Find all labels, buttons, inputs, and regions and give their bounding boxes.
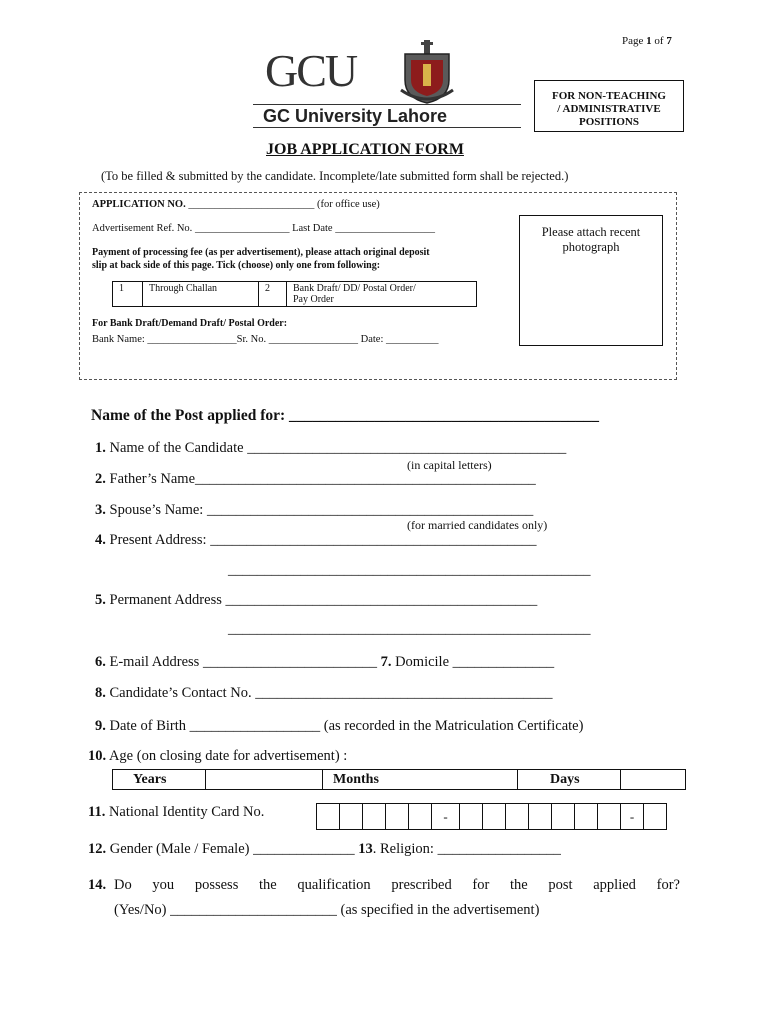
qual-word: possess xyxy=(194,877,239,893)
bank-heading: For Bank Draft/Demand Draft/ Postal Order: xyxy=(92,318,288,329)
application-no-note: (for office use) xyxy=(316,199,380,210)
qual-word: Do xyxy=(114,877,132,893)
email-label: E-mail Address xyxy=(109,654,200,670)
university-logo xyxy=(253,40,521,130)
cnic-digit-box[interactable] xyxy=(506,804,529,830)
field-number: 8. xyxy=(95,685,106,701)
present-address-row xyxy=(95,532,536,549)
qualification-answer-row xyxy=(114,902,539,919)
cnic-digit-box[interactable] xyxy=(363,804,386,830)
option-number[interactable]: 2 xyxy=(259,282,287,307)
spouse-name-row xyxy=(95,502,533,519)
field-number: 5. xyxy=(95,592,106,608)
ad-ref-input[interactable]: __________________ xyxy=(194,223,290,234)
qual-word: you xyxy=(152,877,175,893)
candidate-name-label: Name of the Candidate xyxy=(109,440,244,456)
bank-name-label: Bank Name: xyxy=(92,334,145,345)
qual-word: applied xyxy=(593,877,636,893)
option-number[interactable]: 1 xyxy=(113,282,143,307)
field-number: 11. xyxy=(88,804,106,820)
permanent-address-input-2[interactable]: __________________________________________________ xyxy=(228,621,591,637)
permanent-address-label: Permanent Address xyxy=(109,592,222,608)
age-months-cell[interactable] xyxy=(427,770,518,790)
cnic-label: National Identity Card No. xyxy=(108,804,265,820)
qual-word: for xyxy=(472,877,490,893)
photograph-text: photograph xyxy=(562,240,620,254)
field-number: 10. xyxy=(88,748,107,764)
payment-instruction-1: Payment of processing fee (as per advertisement), please attach original deposit xyxy=(92,247,430,258)
application-no-row xyxy=(92,199,380,210)
field-number: 14. xyxy=(88,877,107,893)
application-no-label: APPLICATION NO. xyxy=(92,199,186,210)
position-type-line: FOR NON-TEACHING xyxy=(552,90,666,102)
candidate-name-row xyxy=(95,440,566,457)
cnic-digit-box[interactable] xyxy=(575,804,598,830)
qual-note: (as specified in the advertisement) xyxy=(340,902,540,918)
crest-icon xyxy=(397,40,457,104)
cnic-separator: - xyxy=(621,804,644,830)
option-bank-draft xyxy=(287,282,477,307)
position-type-line: / ADMINISTRATIVE xyxy=(557,103,661,115)
email-input[interactable]: ________________________ xyxy=(202,654,377,670)
age-years-header: Years xyxy=(113,770,206,790)
qualification-question xyxy=(114,877,680,894)
logo-university-name: GC University Lahore xyxy=(263,106,448,126)
email-domicile-row xyxy=(95,654,554,671)
cnic-digit-box[interactable] xyxy=(529,804,552,830)
payment-instruction-2: slip at back side of this page. Tick (choose) only one from following: xyxy=(92,260,381,271)
gender-input[interactable]: ______________ xyxy=(253,841,355,857)
cnic-digit-box[interactable] xyxy=(598,804,621,830)
age-row xyxy=(88,748,347,765)
present-address-input-2[interactable]: __________________________________________________ xyxy=(228,562,591,578)
page-number xyxy=(622,35,672,47)
page-label: Page xyxy=(622,35,644,47)
age-days-header: Days xyxy=(518,770,621,790)
cnic-row xyxy=(88,804,264,821)
present-address-label: Present Address: xyxy=(109,532,207,548)
logo-mark: GCU xyxy=(265,45,357,96)
qual-yesno-label: (Yes/No) xyxy=(114,902,167,918)
date-label: Date: xyxy=(360,334,384,345)
sr-no-input[interactable]: _________________ xyxy=(268,334,358,345)
post-row xyxy=(91,407,599,425)
qual-word: post xyxy=(548,877,573,893)
page-current: 1 xyxy=(646,35,652,47)
last-date-input[interactable]: ___________________ xyxy=(335,223,435,234)
religion-input[interactable]: _________________ xyxy=(437,841,561,857)
dob-label: Date of Birth xyxy=(109,718,187,734)
last-date-label: Last Date xyxy=(292,223,333,234)
cnic-digit-box[interactable] xyxy=(409,804,432,830)
form-title: JOB APPLICATION FORM xyxy=(266,141,464,158)
page-total: 7 xyxy=(666,35,672,47)
present-address-input[interactable]: _____________________________________________ xyxy=(210,532,537,548)
ad-ref-row xyxy=(92,223,435,234)
date-input[interactable]: __________ xyxy=(386,334,439,345)
gender-religion-row xyxy=(88,841,561,858)
age-table xyxy=(112,769,686,790)
ad-ref-label: Advertisement Ref. No. xyxy=(92,223,193,234)
father-name-input[interactable]: _______________________________________________ xyxy=(195,471,536,487)
bank-row xyxy=(92,334,439,345)
field-number: 4. xyxy=(95,532,106,548)
contact-label: Candidate’s Contact No. xyxy=(109,685,252,701)
dob-note: (as recorded in the Matriculation Certificate) xyxy=(323,718,584,734)
father-name-label: Father’s Name xyxy=(109,471,195,487)
position-type-line: POSITIONS xyxy=(579,116,639,128)
cnic-digit-box[interactable] xyxy=(317,804,340,830)
field-number: 2. xyxy=(95,471,106,487)
candidate-name-input[interactable]: ____________________________________________ xyxy=(247,440,567,456)
option-bank-draft-line: Bank Draft/ DD/ Postal Order/ xyxy=(293,283,416,294)
permanent-address-row xyxy=(95,592,537,609)
qual-yesno-input[interactable]: _______________________ xyxy=(170,902,337,918)
option-bank-draft-line: Pay Order xyxy=(293,294,334,305)
domicile-input[interactable]: ______________ xyxy=(452,654,555,670)
contact-row xyxy=(95,685,553,702)
qual-word: qualification xyxy=(297,877,371,893)
permanent-address-input[interactable]: ___________________________________________ xyxy=(225,592,538,608)
qual-word: the xyxy=(259,877,277,893)
payment-options-table xyxy=(112,281,477,307)
qual-word: prescribed xyxy=(391,877,452,893)
candidate-name-note: (in capital letters) xyxy=(407,458,492,472)
cnic-separator: - xyxy=(432,804,460,830)
field-number: 13 xyxy=(358,841,373,857)
post-input[interactable]: ________________________________________ xyxy=(289,407,600,424)
option-challan: Through Challan xyxy=(143,282,259,307)
cnic-digit-box[interactable] xyxy=(386,804,409,830)
position-type-box xyxy=(534,80,684,132)
dob-input[interactable]: __________________ xyxy=(189,718,321,734)
sr-no-label: Sr. No. xyxy=(236,334,267,345)
form-instruction: (To be filled & submitted by the candidate. Incomplete/late submitted form shall be rejected.) xyxy=(101,169,569,183)
cnic-digit-box[interactable] xyxy=(340,804,363,830)
age-label: Age (on closing date for advertisement) : xyxy=(108,748,348,764)
spouse-name-input[interactable]: _____________________________________________ xyxy=(206,502,534,518)
page-of: of xyxy=(654,35,664,47)
dob-row xyxy=(95,718,583,735)
contact-input[interactable]: _________________________________________ xyxy=(255,685,553,701)
field-number: 3. xyxy=(95,502,106,518)
age-years-cell[interactable] xyxy=(206,770,323,790)
spouse-name-note: (for married candidates only) xyxy=(407,518,548,532)
application-no-input[interactable]: ________________________ xyxy=(188,199,315,210)
field-number: 9. xyxy=(95,718,106,734)
photograph-text: Please attach recent xyxy=(541,225,641,239)
age-months-header: Months xyxy=(323,770,428,790)
field-number: 1. xyxy=(95,440,106,456)
cnic-digit-box[interactable] xyxy=(460,804,483,830)
qual-word: for? xyxy=(656,877,680,893)
cnic-boxes xyxy=(316,803,667,830)
field-number: 6. xyxy=(95,654,106,670)
cnic-digit-box[interactable] xyxy=(483,804,506,830)
field-number: 7. xyxy=(380,654,392,670)
age-days-cell[interactable] xyxy=(621,770,686,790)
bank-name-input[interactable]: _________________ xyxy=(147,334,237,345)
spouse-name-label: Spouse’s Name: xyxy=(109,502,204,518)
qualification-row xyxy=(88,877,106,894)
qual-word: the xyxy=(510,877,528,893)
gender-label: Gender (Male / Female) xyxy=(109,841,250,857)
cnic-digit-box[interactable] xyxy=(552,804,575,830)
religion-label: . Religion: xyxy=(372,841,434,857)
post-label: Name of the Post applied for: xyxy=(91,407,286,424)
field-number: 12. xyxy=(88,841,107,857)
cnic-digit-box[interactable] xyxy=(644,804,667,830)
father-name-row xyxy=(95,471,536,488)
domicile-label: Domicile xyxy=(395,654,450,670)
photograph-box[interactable] xyxy=(519,215,663,346)
